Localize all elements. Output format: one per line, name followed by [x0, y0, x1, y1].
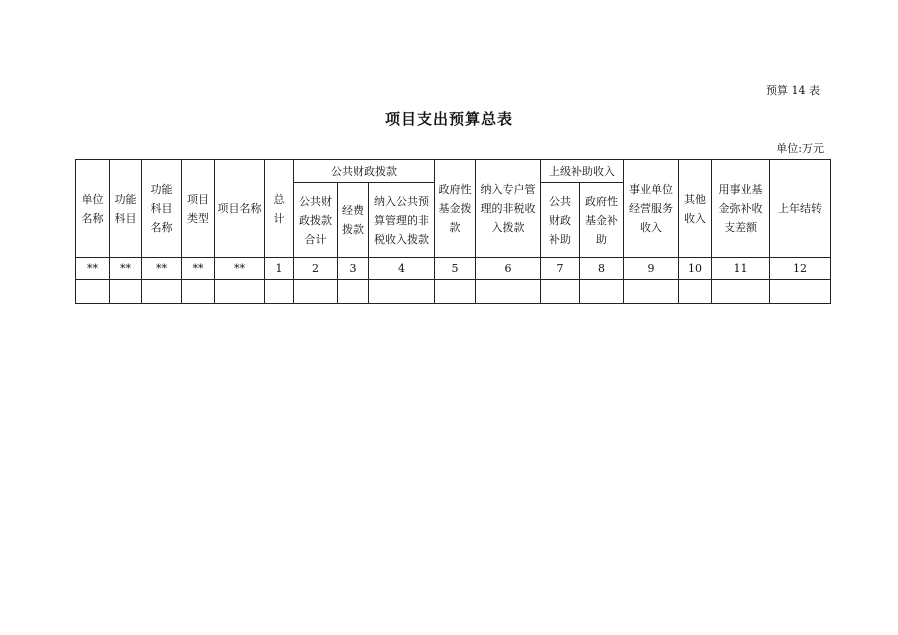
page-title: 项目支出预算总表 — [384, 110, 513, 128]
header-other-income: 其他收入 — [679, 160, 712, 258]
index-cell: 3 — [338, 258, 369, 280]
header-func-subject: 功能科目 — [110, 160, 142, 258]
empty-cell — [541, 280, 580, 304]
empty-cell — [265, 280, 294, 304]
header-superior-subsidy: 上级补助收入 — [541, 160, 624, 183]
header-row-1 — [76, 160, 831, 183]
empty-cell — [770, 280, 831, 304]
empty-row — [76, 280, 831, 304]
header-total: 总计 — [265, 160, 294, 258]
empty-cell — [476, 280, 541, 304]
header-public-finance: 公共财政拨款 — [294, 160, 435, 183]
header-gov-fund: 政府性基金拨款 — [435, 160, 476, 258]
empty-cell — [76, 280, 110, 304]
index-cell: 4 — [369, 258, 435, 280]
index-cell: 1 — [265, 258, 294, 280]
header-fee-allocation: 经费拨款 — [338, 183, 369, 258]
index-cell: 10 — [679, 258, 712, 280]
empty-cell — [294, 280, 338, 304]
index-cell: 12 — [770, 258, 831, 280]
header-institution-income: 事业单位经营服务收入 — [624, 160, 679, 258]
index-cell: 8 — [580, 258, 624, 280]
budget-table — [75, 159, 831, 304]
empty-cell — [624, 280, 679, 304]
unit-label: 单位:万元 — [776, 142, 824, 155]
empty-cell — [182, 280, 215, 304]
index-cell: ** — [110, 258, 142, 280]
index-cell: ** — [76, 258, 110, 280]
index-cell: ** — [142, 258, 182, 280]
empty-cell — [338, 280, 369, 304]
header-special-non-tax: 纳入专户管理的非税收入拨款 — [476, 160, 541, 258]
index-cell: 2 — [294, 258, 338, 280]
empty-cell — [580, 280, 624, 304]
header-superior-gov-fund: 政府性基金补助 — [580, 183, 624, 258]
empty-cell — [435, 280, 476, 304]
index-cell: ** — [182, 258, 215, 280]
header-fund-balance: 用事业基金弥补收支差额 — [712, 160, 770, 258]
empty-cell — [110, 280, 142, 304]
header-project-type: 项目类型 — [182, 160, 215, 258]
index-cell: 9 — [624, 258, 679, 280]
empty-cell — [369, 280, 435, 304]
index-cell: 11 — [712, 258, 770, 280]
index-row — [76, 258, 831, 280]
header-public-finance-total: 公共财政拨款合计 — [294, 183, 338, 258]
index-cell: 5 — [435, 258, 476, 280]
header-superior-public-finance: 公共财政补助 — [541, 183, 580, 258]
index-cell: ** — [215, 258, 265, 280]
empty-cell — [712, 280, 770, 304]
header-unit-name: 单位名称 — [76, 160, 110, 258]
empty-cell — [679, 280, 712, 304]
empty-cell — [142, 280, 182, 304]
header-carryover: 上年结转 — [770, 160, 831, 258]
index-cell: 7 — [541, 258, 580, 280]
header-func-subject-name: 功能科目名称 — [142, 160, 182, 258]
header-project-name: 项目名称 — [215, 160, 265, 258]
index-cell: 6 — [476, 258, 541, 280]
empty-cell — [215, 280, 265, 304]
header-non-tax-in-budget: 纳入公共预算管理的非税收入拨款 — [369, 183, 435, 258]
page-label: 预算 14 表 — [766, 84, 820, 97]
